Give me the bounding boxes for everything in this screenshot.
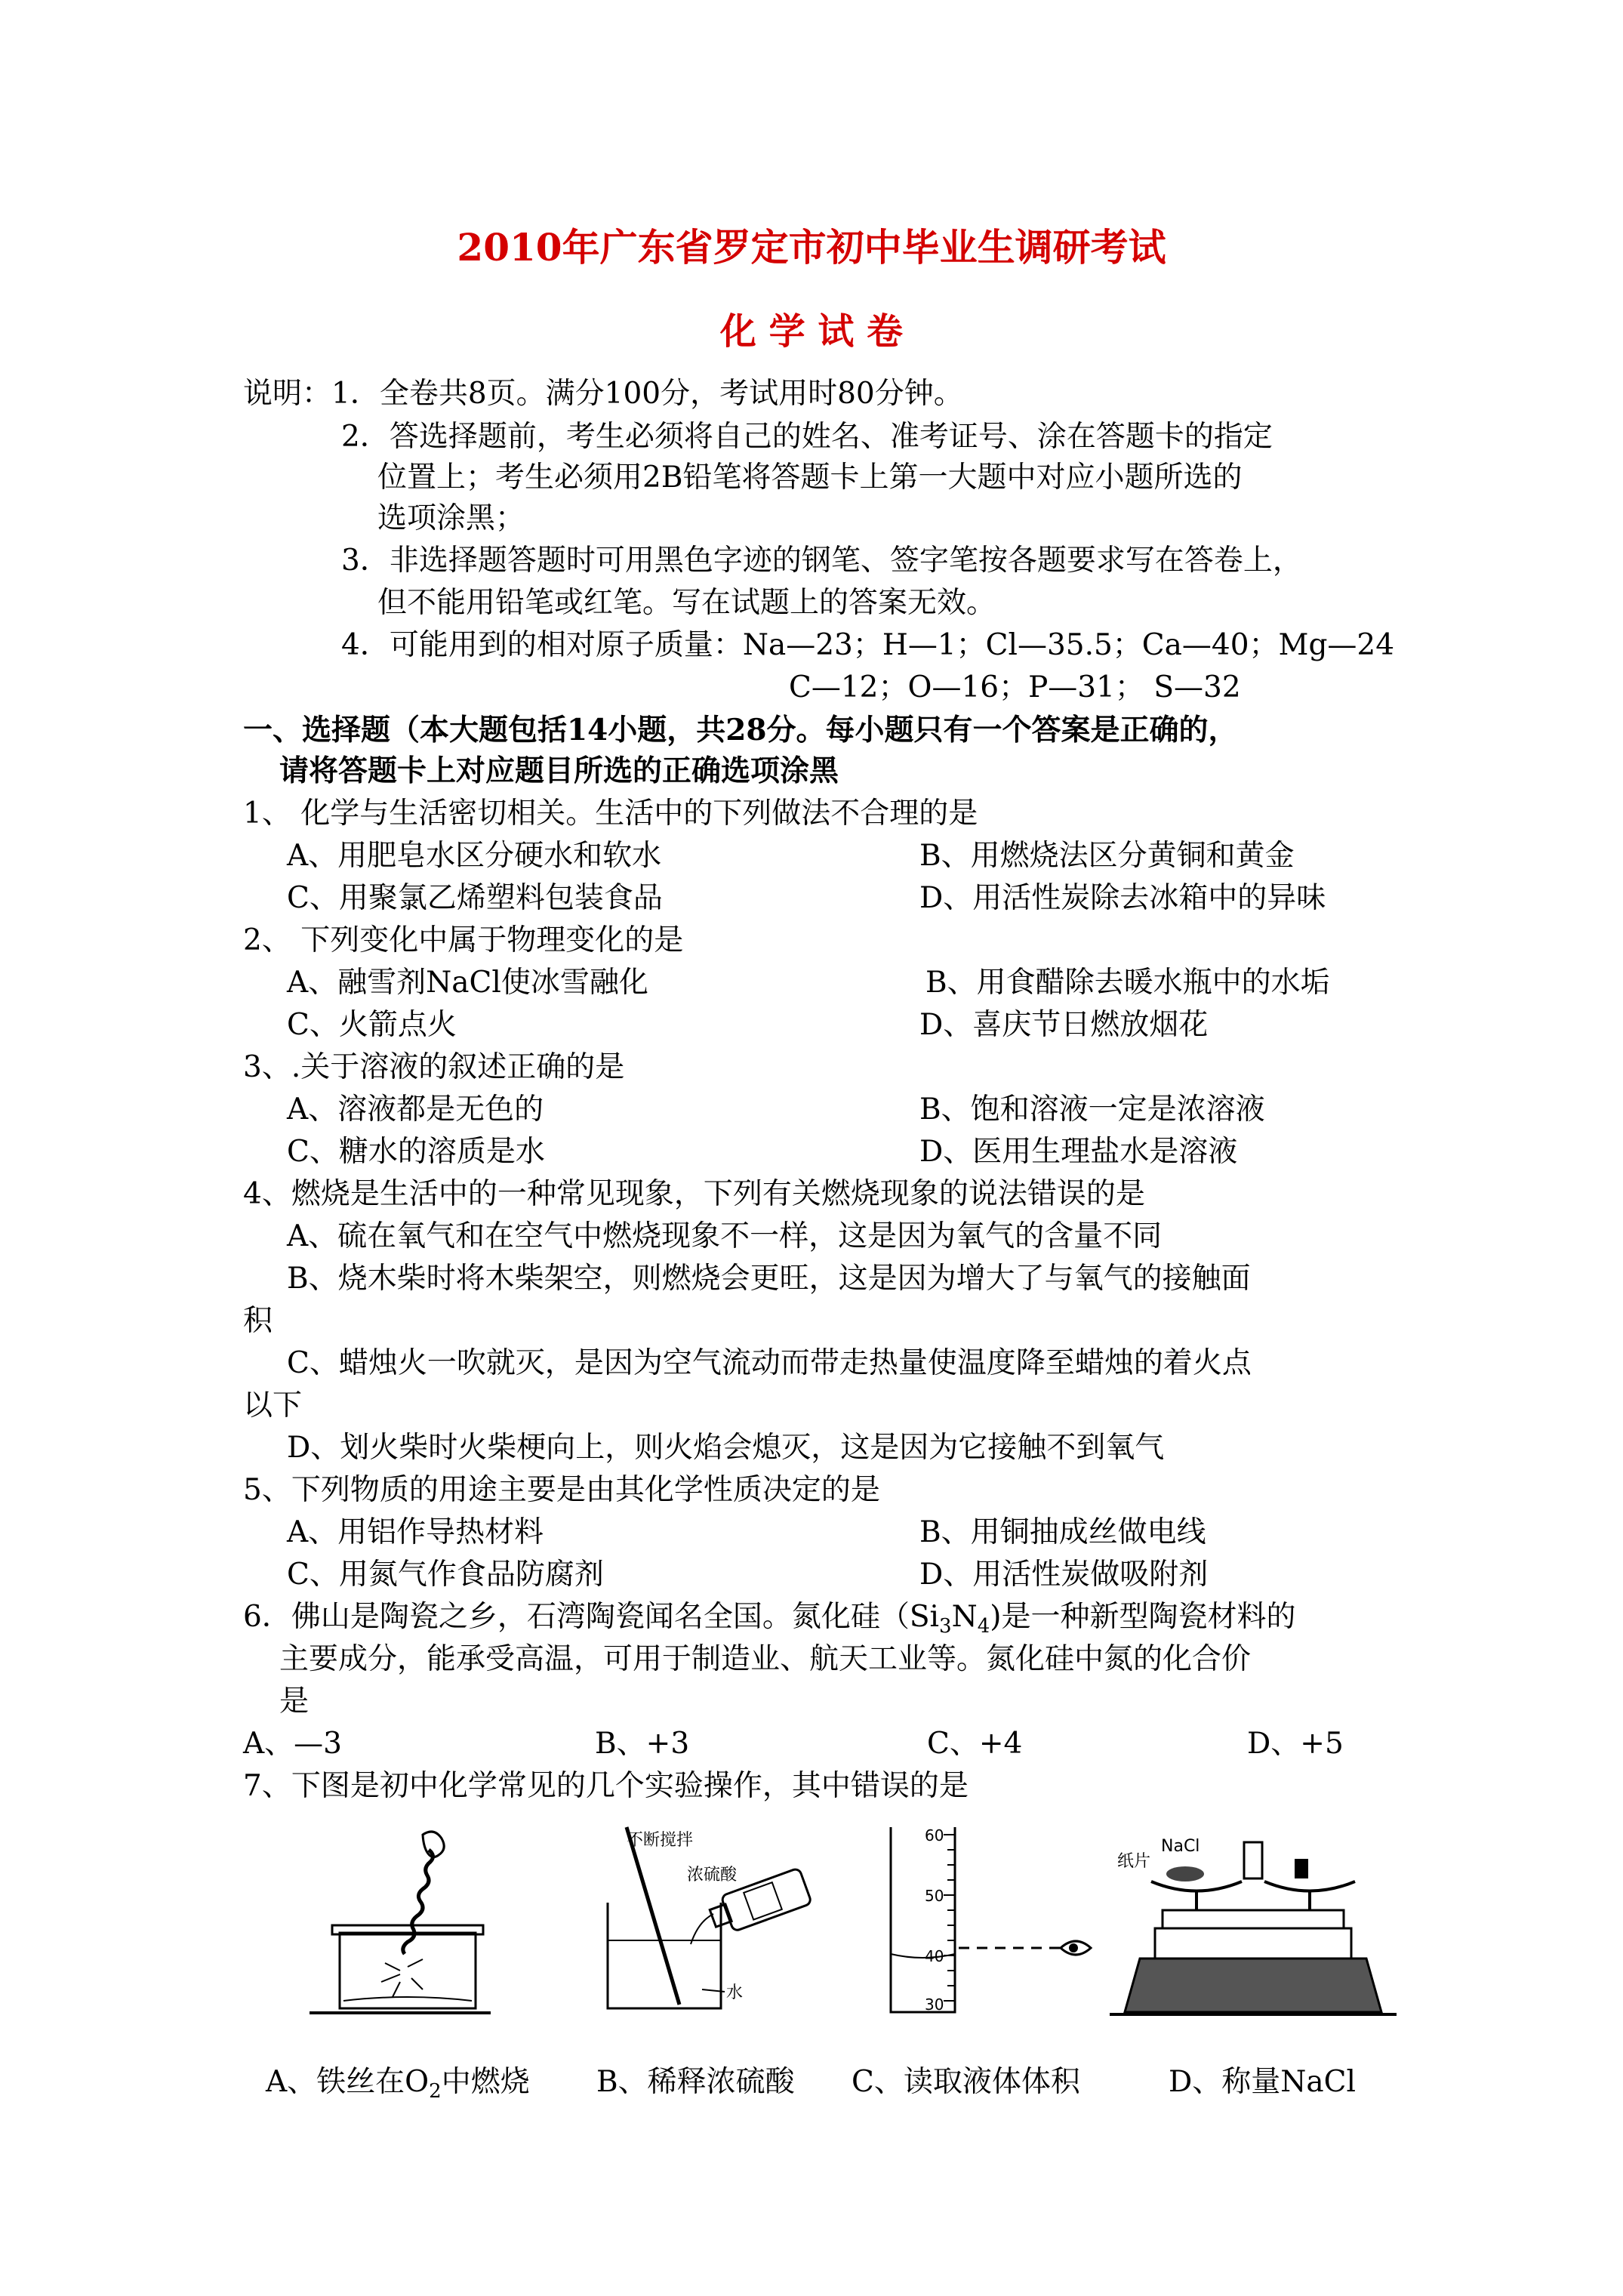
section-heading: 一、选择题（本大题包括14小题，共28分。每小题只有一个答案是正确的， xyxy=(243,713,1238,747)
q5-option-b: B、用铜抽成丝做电线 xyxy=(919,1515,1206,1549)
figure-b-diluting-acid xyxy=(596,1820,823,2016)
q1-option-d: D、用活性炭除去冰箱中的异味 xyxy=(919,881,1326,915)
caption-a-part2: 中燃烧 xyxy=(441,2065,530,2099)
caption-c: C、读取液体体积 xyxy=(852,2065,1080,2099)
q1-option-c: C、用聚氯乙烯塑料包装食品 xyxy=(287,881,663,915)
tick-50: 50 xyxy=(925,1887,944,1905)
instruction-4-cont: C—12；O—16；P—31； S—32 xyxy=(789,670,1241,704)
q1-option-b: B、用燃烧法区分黄铜和黄金 xyxy=(919,839,1295,873)
q3-option-c: C、糖水的溶质是水 xyxy=(287,1135,545,1169)
q2-stem: 2、 下列变化中属于物理变化的是 xyxy=(243,923,684,957)
tick-40: 40 xyxy=(925,1947,944,1965)
q2-option-d: D、喜庆节日燃放烟花 xyxy=(919,1008,1209,1042)
q3-option-a: A、溶液都是无色的 xyxy=(287,1093,544,1126)
caption-b: B、稀释浓硫酸 xyxy=(596,2065,795,2099)
q6-option-b: B、+3 xyxy=(595,1727,690,1761)
q4-option-d: D、划火柴时火柴梗向上，则火焰会熄灭，这是因为它接触不到氧气 xyxy=(287,1431,1165,1465)
q2-option-a: A、融雪剂NaCl使冰雪融化 xyxy=(287,966,648,1000)
q6-option-d: D、+5 xyxy=(1247,1727,1344,1761)
q1-option-a: A、用肥皂水区分硬水和软水 xyxy=(287,839,662,873)
q4-option-c-cont: 以下 xyxy=(243,1388,303,1422)
q5-option-d: D、用活性炭做吸附剂 xyxy=(919,1558,1209,1592)
q6-nitrogen: N xyxy=(951,1600,978,1634)
q6-subscript-4: 4 xyxy=(977,1615,990,1638)
q5-option-c: C、用氮气作食品防腐剂 xyxy=(287,1558,604,1592)
figure-c-reading-volume xyxy=(868,1820,1110,2023)
instruction-2: 2．答选择题前，考生必须将自己的姓名、准考证号、涂在答题卡的指定 xyxy=(341,420,1273,454)
q4-option-c: C、蜡烛火一吹就灭，是因为空气流动而带走热量使温度降至蜡烛的着火点 xyxy=(287,1346,1252,1380)
exam-subject: 化 学 试 卷 xyxy=(719,310,904,353)
instruction-1: 1．全卷共8页。满分100分，考试用时80分钟。 xyxy=(331,377,963,411)
q5-stem: 5、下列物质的用途主要是由其化学性质决定的是 xyxy=(243,1473,880,1507)
q1-stem: 1、 化学与生活密切相关。生活中的下列做法不合理的是 xyxy=(243,797,978,831)
q3-option-b: B、饱和溶液一定是浓溶液 xyxy=(919,1093,1265,1126)
figure-d-label-nacl: NaCl xyxy=(1161,1837,1200,1856)
caption-a-part1: A、铁丝在O xyxy=(266,2065,430,2099)
caption-d: D、称量NaCl xyxy=(1169,2065,1356,2099)
q3-option-d: D、医用生理盐水是溶液 xyxy=(919,1135,1238,1169)
figure-b-label-stir: 不断搅拌 xyxy=(627,1831,694,1850)
q4-stem: 4、燃烧是生活中的一种常见现象，下列有关燃烧现象的说法错误的是 xyxy=(243,1177,1145,1211)
q4-option-b-cont: 积 xyxy=(243,1304,273,1338)
q6-option-a: A、—3 xyxy=(243,1727,342,1761)
instruction-4: 4．可能用到的相对原子质量：Na—23；H—1；Cl—35.5；Ca—40；Mg—24 xyxy=(341,628,1395,662)
q6-stem-part1: 6．佛山是陶瓷之乡，石湾陶瓷闻名全国。氮化硅（Si xyxy=(243,1600,940,1634)
q3-stem: 3、.关于溶液的叙述正确的是 xyxy=(243,1050,625,1084)
q6-option-c: C、+4 xyxy=(927,1727,1023,1761)
q6-stem-part2: )是一种新型陶瓷材料的 xyxy=(990,1600,1296,1634)
q7-stem: 7、下图是初中化学常见的几个实验操作，其中错误的是 xyxy=(243,1769,969,1803)
instruction-3-cont: 但不能用铅笔或红笔。写在试题上的答案无效。 xyxy=(377,586,996,620)
q4-option-a: A、硫在氧气和在空气中燃烧现象不一样，这是因为氧气的含量不同 xyxy=(287,1219,1163,1253)
caption-a xyxy=(266,2063,530,2102)
instruction-3: 3．非选择题答题时可用黑色字迹的钢笔、签字笔按各题要求写在答卷上， xyxy=(341,544,1302,578)
figure-b-label-water: 水 xyxy=(726,1983,744,2002)
instruction-2-cont: 位置上；考生必须用2B铅笔将答题卡上第一大题中对应小题所选的 xyxy=(377,461,1243,495)
figure-b-label-acid: 浓硫酸 xyxy=(687,1866,738,1885)
instructions-label: 说明： xyxy=(243,377,332,411)
tick-60: 60 xyxy=(925,1826,944,1845)
q5-option-a: A、用铝作导热材料 xyxy=(287,1515,544,1549)
figure-a-iron-wire-burning xyxy=(310,1820,536,2016)
q6-stem-cont2: 是 xyxy=(279,1684,310,1718)
q2-option-c: C、火箭点火 xyxy=(287,1008,457,1042)
figure-d-label-paper: 纸片 xyxy=(1117,1852,1151,1871)
q2-option-b: B、用食醋除去暖水瓶中的水垢 xyxy=(925,966,1330,1000)
figure-d-balance xyxy=(1110,1820,1397,2023)
instruction-2-cont2: 选项涂黑； xyxy=(377,501,525,535)
caption-a-subscript: 2 xyxy=(429,2080,442,2103)
q6-subscript-3: 3 xyxy=(939,1615,952,1638)
instructions-block xyxy=(243,374,963,414)
q6-stem xyxy=(243,1598,1295,1637)
section-heading-cont: 请将答题卡上对应题目所选的正确选项涂黑 xyxy=(279,754,839,788)
exam-title: 2010年广东省罗定市初中毕业生调研考试 xyxy=(457,225,1166,270)
tick-30: 30 xyxy=(925,1996,944,2014)
q6-stem-cont: 主要成分，能承受高温，可用于制造业、航天工业等。氮化硅中氮的化合价 xyxy=(279,1642,1252,1676)
q4-option-b: B、烧木柴时将木柴架空，则燃烧会更旺，这是因为增大了与氧气的接触面 xyxy=(287,1262,1251,1296)
